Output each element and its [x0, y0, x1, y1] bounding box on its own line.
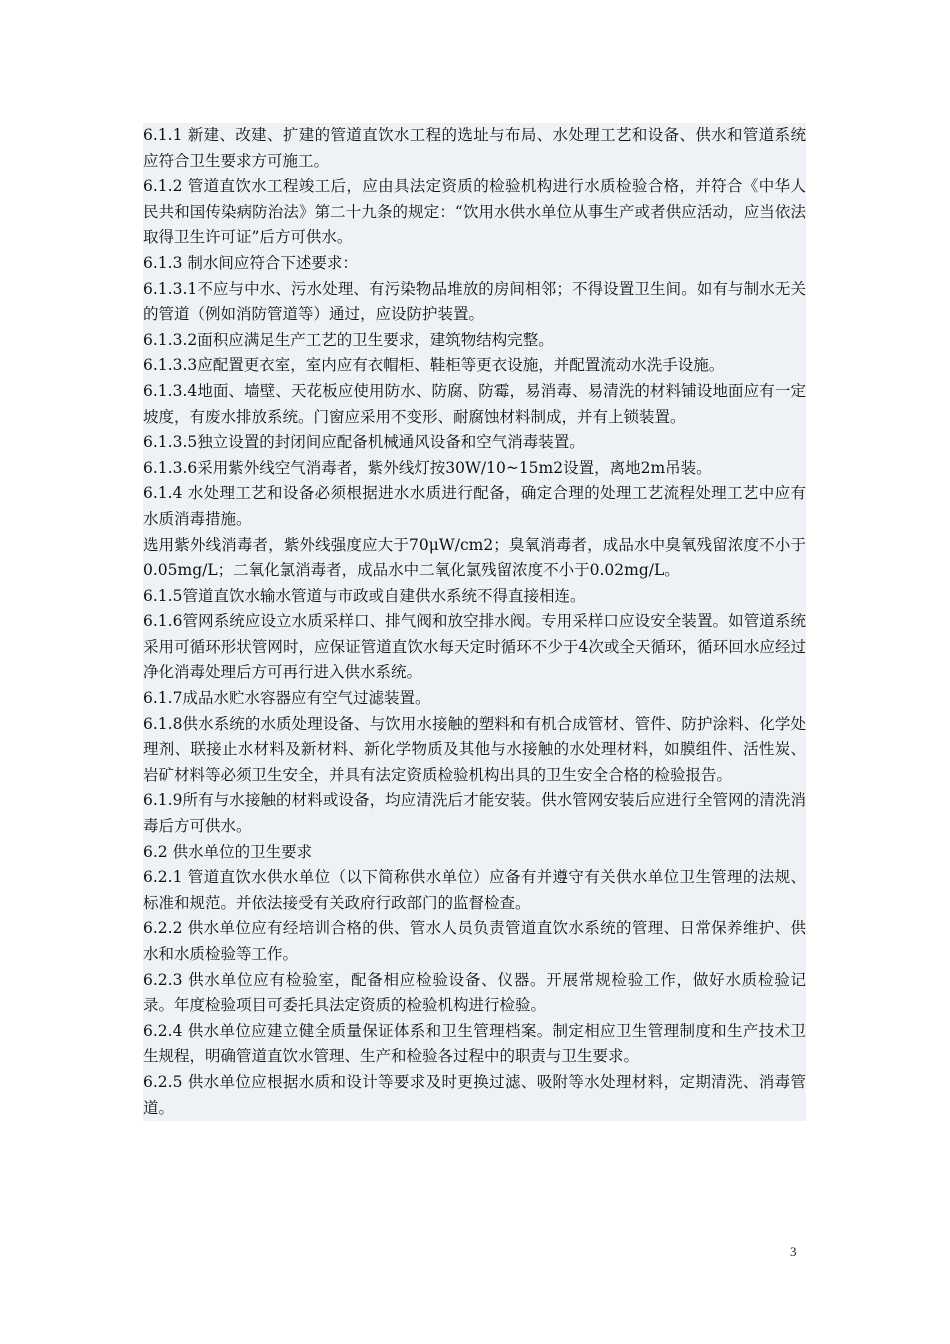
- paragraph-6-2-2: 6.2.2 供水单位应有经培训合格的供、管水人员负责管道直饮水系统的管理、日常保养维护、供水和水质检验等工作。: [143, 919, 806, 963]
- paragraph-6-1-3-5: 6.1.3.5独立设置的封闭间应配备机械通风设备和空气消毒装置。: [143, 433, 585, 452]
- page-number: 3: [790, 1244, 797, 1259]
- paragraph-6-1-6: 6.1.6管网系统应设立水质采样口、排气阀和放空排水阀。专用采样口应设安全装置。如管道系统采用可循环形状管网时，应保证管道直饮水每天定时循环不少于4次或全天循环，循环回水应经过净化消毒处理后方可再行进入供水系统。: [143, 612, 806, 682]
- paragraph-6-1-7: 6.1.7成品水贮水容器应有空气过滤装置。: [143, 689, 431, 708]
- document-body: [143, 123, 806, 1121]
- paragraph-6-2-4: 6.2.4 供水单位应建立健全质量保证体系和卫生管理档案。制定相应卫生管理制度和生产技术卫生规程，明确管道直饮水管理、生产和检验各过程中的职责与卫生要求。: [143, 1021, 806, 1066]
- section-heading-6-2: 6.2 供水单位的卫生要求: [143, 842, 313, 861]
- paragraph-6-1-3: 6.1.3 制水间应符合下述要求：: [143, 253, 358, 272]
- paragraph-6-1-8: 6.1.8供水系统的水质处理设备、与饮用水接触的塑料和有机合成管材、管件、防护涂料、化学处理剂、联接止水材料及新材料、新化学物质及其他与水接触的水处理材料，如膜组件、活性炭、岩矿材料等必须卫生安全，并具有法定资质检验机构出具的卫生安全合格的检验报告。: [143, 714, 806, 784]
- paragraph-6-1-9: 6.1.9所有与水接触的材料或设备，均应清洗后才能安装。供水管网安装后应进行全管网的清洗消毒后方可供水。: [143, 791, 806, 836]
- paragraph-6-2-1: 6.2.1 管道直饮水供水单位（以下简称供水单位）应备有并遵守有关供水单位卫生管理的法规、标准和规范。并依法接受有关政府行政部门的监督检查。: [143, 868, 806, 912]
- paragraph-6-1-2: 6.1.2 管道直饮水工程竣工后，应由具法定资质的检验机构进行水质检验合格，并符合《中华人民共和国传染病防治法》第二十九条的规定：“饮用水供水单位从事生产或者供应活动，应当依法取得卫生许可证”后方可供水。: [143, 177, 806, 247]
- paragraph-6-2-3: 6.2.3 供水单位应有检验室，配备相应检验设备、仪器。开展常规检验工作，做好水质检验记录。年度检验项目可委托具法定资质的检验机构进行检验。: [143, 970, 806, 1015]
- paragraph-6-1-3-2: 6.1.3.2面积应满足生产工艺的卫生要求，建筑物结构完整。: [143, 330, 554, 349]
- paragraph-6-1-1: 6.1.1 新建、改建、扩建的管道直饮水工程的选址与布局、水处理工艺和设备、供水和管道系统应符合卫生要求方可施工。: [143, 126, 806, 170]
- paragraph-6-1-4: 6.1.4 水处理工艺和设备必须根据进水水质进行配备，确定合理的处理工艺流程处理工艺中应有水质消毒措施。: [143, 484, 806, 528]
- paragraph-6-2-5: 6.2.5 供水单位应根据水质和设计等要求及时更换过滤、吸附等水处理材料，定期清洗、消毒管道。: [143, 1072, 806, 1117]
- paragraph-6-1-3-1: 6.1.3.1不应与中水、污水处理、有污染物品堆放的房间相邻；不得设置卫生间。如有与制水无关的管道（例如消防管道等）通过，应设防护装置。: [143, 279, 806, 324]
- paragraph-disinfection: 选用紫外线消毒者，紫外线强度应大于70μW/cm2；臭氧消毒者，成品水中臭氧残留浓度不小于0.05mg/L；二氧化氯消毒者，成品水中二氧化氯残留浓度不小于0.02mg/L。: [143, 535, 806, 580]
- paragraph-6-1-3-6: 6.1.3.6采用紫外线空气消毒者，紫外线灯按30W/10~15m2设置，离地2m吊装。: [143, 458, 712, 477]
- paragraph-6-1-3-4: 6.1.3.4地面、墙壁、天花板应使用防水、防腐、防霉，易消毒、易清洗的材料铺设地面应有一定坡度，有废水排放系统。门窗应采用不变形、耐腐蚀材料制成，并有上锁装置。: [143, 381, 806, 426]
- paragraph-6-1-3-3: 6.1.3.3应配置更衣室，室内应有衣帽柜、鞋柜等更衣设施，并配置流动水洗手设施。: [143, 356, 725, 375]
- paragraph-6-1-5: 6.1.5管道直饮水输水管道与市政或自建供水系统不得直接相连。: [143, 586, 586, 605]
